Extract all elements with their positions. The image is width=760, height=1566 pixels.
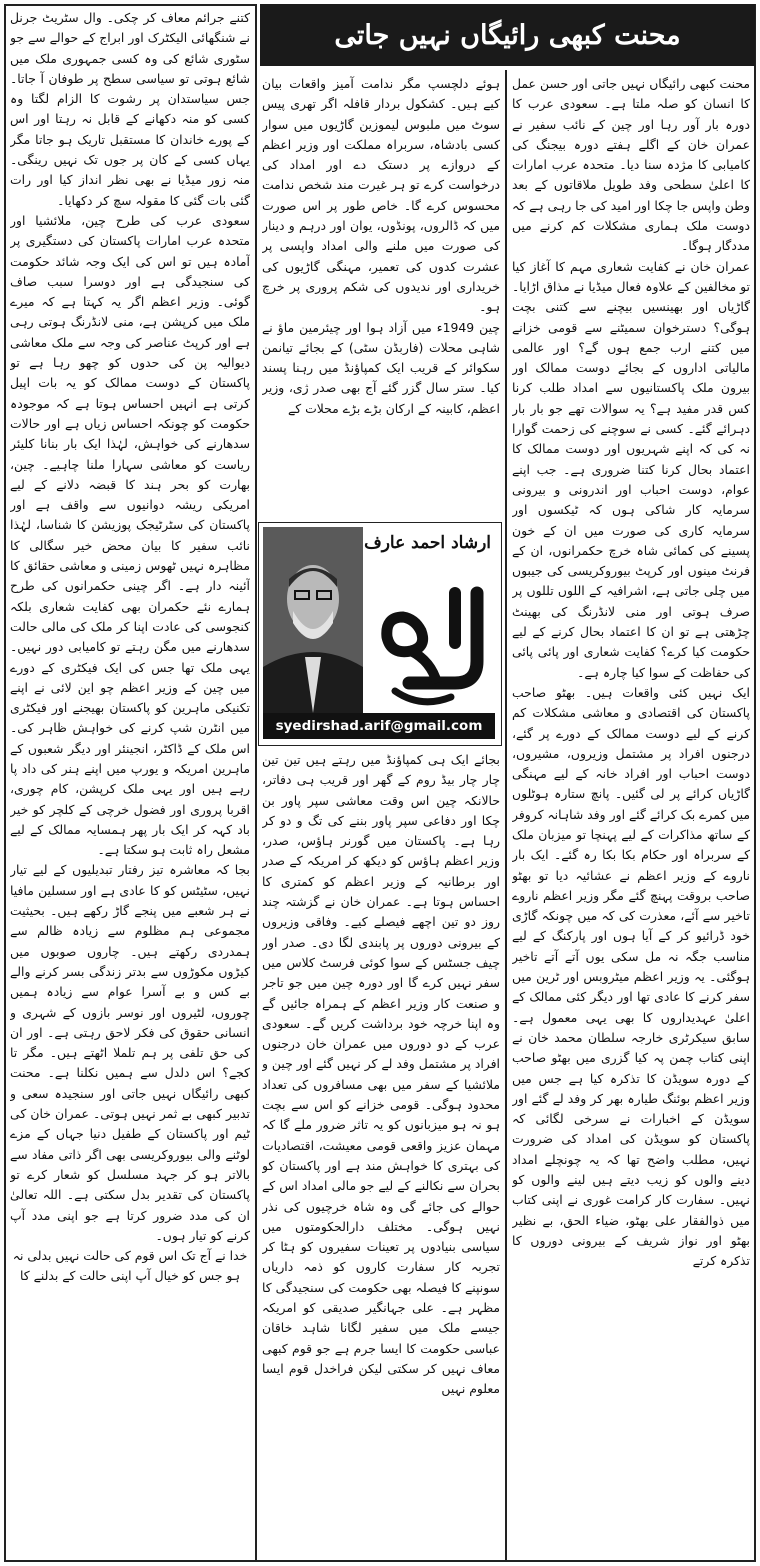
paragraph: بجا کہ معاشرہ تیز رفتار تبدیلیوں کے لیے تیار نہیں، سٹیٹس کو کا عادی ہے اور سسلین مافیا نے ہر شعبے میں پنجے گاڑ رکھے ہیں۔ بحیثیت مجموعی ہم مظلوم سے زیادہ ظالم سے ہمدردی رکھتے ہیں۔ چاروں صوبوں میں کیڑوں مکوڑوں سے بدتر زندگی بسر کرنے والے بے کس و بے آسرا عوام سے زیادہ ہمیں چوروں، لٹیروں اور نوسر بازوں کے شہری و انسانی حقوق کی فکر لاحق رہتی ہے۔ اور ان کی حق تلفی پر ہم تلملا اٹھتے ہیں۔ مگر تا کجے؟ اس دلدل سے ہمیں نکلنا ہے۔ محنت کبھی رائیگاں نہیں جاتی اور سنجیدہ سعی و تدبیر کبھی بے ثمر نہیں ہوتی۔ عمران خان کی ٹیم اور پاکستان کے طفیل دنیا جہاں کے مزے لوٹنے والی بیوروکریسی بھی اگر ذاتی مفاد سے بالاتر ہو کر جہد مسلسل کو شعار کرے تو پاکستان کی تقدیر بدل سکتی ہے۔ اللہ تعالیٰ ان کی مدد ضرور کرتا ہے جو اپنی مدد آپ کرنے کو تیار ہوں۔ (10, 862, 250, 1243)
columnist-portrait-icon (263, 527, 363, 713)
column-middle-top (262, 74, 500, 518)
paragraph: سعودی عرب کی طرح چین، ملائشیا اور متحدہ عرب امارات پاکستان کی دستگیری پر آمادہ ہیں تو اس کی ایک وجہ شائد حکومت کی سنجیدگی ہے اور دوسرا سبب صاف گوئی۔ وزیر اعظم اگر یہ کہتا ہے کہ میرے ملک میں کرپشن ہے، منی لانڈرنگ ہوتی رہی ہے اور کرپٹ عناصر کی وجہ سے ملک معاشی دیوالیہ پن کی حدوں کو چھو رہا ہے تو پاکستان کے دوست ممالک کو یہ بات اپیل کرتی ہے انہیں احساس ہوتا ہے کہ موجودہ حکومت کو چونکہ احساس زیاں ہے اور حالات سدھارنے کی خواہش، لہٰذا ایک بار بنانا کلیئر ریاست کو معاشی سہارا ملنا چاہیے۔ چین، بھارت کو بحر ہند کا قبضہ دلانے کے لیے امریکی ریشہ دوانیوں سے واقف ہے اور پاکستان کی سٹرٹیجک پوزیشن کا شناسا، لہٰذا نائب سفیر کا بیان محض خیر سگالی کا مظاہرہ نہیں ٹھوس زمینی و معاشی حقائق کا آئینہ دار ہے۔ اگر چینی حکمرانوں کی طرح ہمارے نئے حکمران بھی کفایت شعاری بلکہ کنجوسی کی عادت اپنا کر ملک کی مالی حالت سدھارنے میں مگن رہتے تو کامیابی دور نہیں۔ یہی ملک تھا جس کی ایک فیکٹری کے دورے میں چین کے وزیر اعظم چو این لائی نے اپنے تکنیکی ماہرین کو پاکستان بھیجنے اور فیکٹری میں انٹرن شپ کرنے کی خواہش ظاہر کی۔ اس ملک کے ڈاکٹر، انجینئر اور دیگر شعبوں کے ماہرین امریکہ و یورپ میں اپنے ہنر کی داد پا رہے ہیں اور یہی ملک کرپشن، کام چوری، اقربا پروری اور فضول خرچی کے کلچر کو خیر باد کہہ کر ایک بار پھر ہمسایہ ممالک کے لیے مشعل راہ ثابت ہو سکتا ہے۔ (10, 212, 250, 858)
paragraph: ایک نہیں کئی واقعات ہیں۔ بھٹو صاحب پاکستان کی اقتصادی و معاشی مشکلات کم کرنے کے لیے دوست ممالک کے دورے پر گئے، درجنوں افراد پر مشتمل وزیروں، مشیروں، دوست احباب اور افراد خانہ کے لیے مہنگی گاڑیاں کرائے پر لی گئیں۔ پانچ ستارہ ہوٹلوں میں کمرے بک کرائے گئے اور وفد شاہانہ کروفر کے ساتھ مذاکرات کے لیے پہنچا تو میزبان ملک کے سربراہ اور حکام بکا بکا رہ گئے۔ ایک بار ناروے کے وزیر اعظم نے عشائیہ دیا تو بھٹو صاحب بروقت پہنچ گئے مگر وزیر اعظم ناروے تاخیر سے آئے، معذرت کی کہ میں چونکہ گاڑی خود ڈرائیو کر کے آیا ہوں اور پارکنگ کے لیے مناسب جگہ نہ مل سکی یوں آتے آتے تاخیر ہوگئی۔ یہ وزیر اعظم میٹروبس اور ٹرین میں سفر کرنے کا عادی تھا اور دیگر کئی ممالک کے اعلیٰ عہدیداروں کا بھی یہی معمول ہے۔ سابق سیکرٹری خارجہ سلطان محمد خان نے اپنی کتاب چمن پہ کیا گزری میں بھٹو صاحب کے دورہ سویڈن کا تذکرہ کیا ہے جس میں وزیر اعظم بوئنگ طیارہ بھر کر وفد لے گئے اور سویڈن کے اخبارات نے سرخی لگائی کہ پاکستان کو سویڈن کی امداد کی ضرورت نہیں، مطلب واضح تھا کہ یہ چونچلے امداد دینے والوں کو زیب دیتے ہیں لینے والوں کو نہیں۔ سفارت کار کرامت غوری نے اپنی کتاب میں ذوالفقار علی بھٹو، ضیاء الحق، بے نظیر بھٹو اور نواز شریف کے بیرونی دوروں کا تذکرہ کرتے (512, 684, 750, 1269)
column-logo-icon (381, 573, 493, 713)
outer-border-right (754, 4, 756, 1562)
column-right (512, 74, 750, 1558)
column-rule-left (255, 4, 257, 1560)
paragraph: عمران خان نے کفایت شعاری مہم کا آغاز کیا تو مخالفین کے علاوہ فعال میڈیا نے مذاق اڑایا۔ گاڑیاں اور بھینسیں بیچنے سے کتنی بچت ہوگی؟ دسترخوان سمیٹنے سے قومی خزانے میں کتنے ارب جمع ہوں گے؟ اور عالمی مالیاتی اداروں کے بجائے دوست ممالک اور بیرون ملک پاکستانیوں سے امداد طلب کرنا کس قدر مفید ہے؟ یہ سوالات تھے جو بار بار دہرائے گئے۔ کسی نے سوچنے کی زحمت گوارا نہ کی کہ اپنے شہریوں اور دوست ممالک کا اعتماد بحال کرنا کتنا ضروری ہے۔ جب اپنے عوام، دوست احباب اور اندرونی و بیرونی سرمایہ کار شاکی ہوں کہ ٹیکسوں اور سرمایہ کاری کی صورت میں ان کے خون پسینے کی کمائی شاہ خرچ حکمرانوں، ان کے فرنٹ مینوں اور کرپٹ بیوروکریسی کی جیبوں میں چلی جاتی ہے، اشرافیہ کے اللوں تللوں پر صرف ہوتی اور منی لانڈرنگ کی بھینٹ چڑھتی ہے تو ان کا اعتماد بحال کرنے کے لیے حکومت کیا کرے؟ کفایت شعاری اور پائی پائی کی حفاظت کے سوا کیا چارہ ہے۔ (512, 258, 750, 680)
column-title-logo (381, 573, 493, 713)
columnist-box (258, 522, 502, 746)
paragraph: ہوئے دلچسپ مگر ندامت آمیز واقعات بیان کیے ہیں۔ کشکول بردار قافلہ اگر تھری پیس سوٹ میں ملبوس لیموزین گاڑیوں میں سوار کسی بادشاہ، سربراہ مملکت اور وزیر اعظم کے دروازے پر دستک دے اور امداد کی درخواست کرے تو ہر غیرت مند شخص ندامت محسوس کرے گا۔ خاص طور پر اس صورت میں کہ ڈالروں، پونڈوں، یوان اور درہم و دینار کی صورت میں ملنے والی امداد واپسی پر عشرت کدوں کی تعمیر، مہنگی گاڑیوں کی خریداری اور ندیدوں کی شکم پروری پر خرچ ہو۔ (262, 76, 500, 315)
headline-banner (260, 4, 755, 66)
paragraph: چین 1949ء میں آزاد ہوا اور چیئرمین ماؤ نے شاہی محلات (فاربڈن سٹی) کے بجائے تیانمن سکوائر کے قریب ایک کمپاؤنڈ میں رہنا پسند کیا۔ ستر سال گزر گئے آج بھی صدر ژی، وزیر اعظم، کابینہ کے ارکان بڑے بڑے محلات کے (262, 319, 500, 416)
top-border (4, 4, 255, 6)
paragraph: کتنے جرائم معاف کر چکی۔ وال سٹریٹ جرنل نے شنگھائی الیکٹرک اور ابراج کے حوالے سے جو سٹوری شائع کی وہ کسی جمہوری ملک میں شائع ہوتی تو سیاسی سطح پر طوفان آ جاتا۔ جس سیاستدان پر رشوت کا الزام لگتا وہ کسی کو منہ دکھانے کے قابل نہ رہتا اور اس کے پورے خاندان کا مستقبل تاریک ہو جاتا مگر یہاں کسی کے کان پر جوں تک نہیں رینگی۔ منہ زور میڈیا نے بھی نظر انداز کیا اور رات گئی بات گئی کا مقولہ سچ کر دکھایا۔ (10, 10, 250, 208)
columnist-name: ارشاد احمد عارف (364, 533, 491, 553)
outer-border-left (4, 4, 6, 1562)
column-middle-bottom (262, 750, 500, 1558)
paragraph: خدا نے آج تک اس قوم کی حالت نہیں بدلی نہ ہو جس کو خیال آپ اپنی حالت کے بدلنے کا (12, 1248, 248, 1284)
columnist-photo (263, 527, 363, 713)
paragraph: محنت کبھی رائیگاں نہیں جاتی اور حسن عمل کا انسان کو صلہ ملتا ہے۔ سعودی عرب کا دورہ بار آور رہا اور چین کے نائب سفیر نے عمران خان کے اگلے ہفتے دورہ بیجنگ کی کامیابی کا مژدہ سنا دیا۔ متحدہ عرب امارات کا اعلیٰ سطحی وفد طویل ملاقاتوں کے بعد وطن واپس جا چکا اور امید کی جا رہی ہے کہ دوست ملک ہماری مشکلات کم کرنے میں مددگار ہوگا۔ (512, 76, 750, 254)
headline-text: محنت کبھی رائیگاں نہیں جاتی (334, 19, 681, 51)
columnist-email: syedirshad.arif@gmail.com (263, 713, 495, 739)
bottom-border (4, 1560, 756, 1562)
paragraph: بجائے ایک ہی کمپاؤنڈ میں رہتے ہیں تین تین چار چار بیڈ روم کے گھر اور قریب ہی دفاتر، حالانکہ چین اس وقت معاشی سپر پاور بن چکا اور دفاعی سپر پاور بننے کی تگ و دو کر رہا ہے۔ پاکستان میں گورنر ہاؤس، صدر، وزیر اعظم ہاؤس کو دیکھ کر امریکہ کے صدر اور برطانیہ کے وزیر اعظم کو کمتری کا احساس ہوتا ہے۔ عمران خان نے گزشتہ چند روز دو تین اچھے فیصلے کیے۔ وفاقی وزیروں کے بیرونی دوروں پر پابندی لگا دی۔ صدر اور چیف جسٹس کے سوا کوئی فرسٹ کلاس میں سفر نہیں کرے گا اور دورہ چین میں جو تاجر و صنعت کار وزیر اعظم کے ہمراہ جائیں گے وہ اپنا خرچہ خود برداشت کریں گے۔ سعودی عرب کے دو دوروں میں عمران خان درجنوں افراد پر مشتمل وفد لے کر نہیں گئے اور چین و ملائشیا کے سفر میں بھی مسافروں کی تعداد محدود ہوگی۔ قومی خزانے کو اس سے بچت ہو نہ ہو میزبانوں کو یہ تاثر ضرور ملے گا کہ مہمان عزیز واقعی قومی معیشت، اقتصادیات کی بہتری کا خواہش مند ہے اور پاکستان کو بحران سے نکالنے کے لیے جو مالی امداد اس کے حوالے کی جائے گی وہ شاہ خرچیوں کی نذر نہیں ہوگی۔ مختلف دارالحکومتوں میں سیاسی بنیادوں پر تعینات سفیروں کو ہٹا کر تجربہ کار سفارت کاروں کو ذمہ داریاں سونپنے کا فیصلہ بھی حکومت کی سنجیدگی کا مظہر ہے۔ علی جہانگیر صدیقی کو امریکہ جیسے ملک میں سفیر لگانا شاہد خاقان عباسی حکومت کا ایسا جرم ہے جو قوم کبھی معاف نہیں کر سکتی لیکن فراخدل قوم ایسا معلوم نہیں (262, 752, 500, 1397)
column-rule-right (505, 70, 507, 1560)
column-left (10, 8, 250, 1558)
